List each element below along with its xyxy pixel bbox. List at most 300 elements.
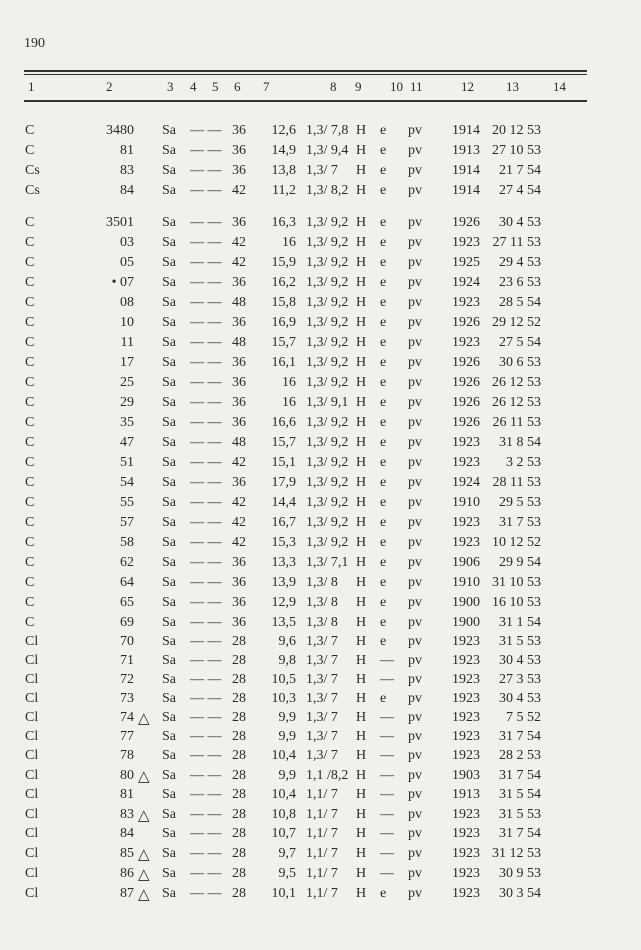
dash-cell: — — — [190, 595, 222, 610]
sa-cell: Sa — [162, 615, 176, 630]
col10-cell: e — [380, 395, 387, 410]
date-cell: 31 7 54 — [499, 729, 541, 744]
ratio-cell: 1,3/ 8 — [306, 575, 338, 590]
date-cell: 26 12 53 — [492, 375, 541, 390]
col7-cell: 13,5 — [271, 615, 296, 630]
dash-cell: — — — [190, 495, 222, 510]
type-cell: C — [25, 123, 35, 138]
type-cell: C — [25, 275, 35, 290]
col6-cell: 36 — [232, 575, 246, 590]
sa-cell: Sa — [162, 143, 176, 158]
number-cell: 17 — [120, 355, 134, 370]
pv-cell: pv — [408, 615, 422, 630]
date-cell: 27 10 53 — [492, 143, 541, 158]
date-cell: 27 11 53 — [492, 235, 541, 250]
type-cell: Cl — [25, 846, 39, 861]
col6-cell: 48 — [232, 435, 246, 450]
year-cell: 1910 — [452, 495, 480, 510]
col10-cell: e — [380, 335, 387, 350]
col10-cell: e — [380, 886, 387, 901]
table-row — [0, 729, 641, 748]
type-cell: Cl — [25, 748, 39, 763]
triangle-mark: △ — [138, 808, 150, 824]
ratio-cell: 1,1/ 7 — [306, 846, 338, 861]
col7-cell: 16,1 — [271, 355, 296, 370]
col6-cell: 42 — [232, 255, 246, 270]
table-row — [0, 886, 641, 905]
pv-cell: pv — [408, 886, 422, 901]
year-cell: 1914 — [452, 163, 480, 178]
h-cell: H — [356, 634, 367, 649]
ratio-cell: 1,3/ 9,2 — [306, 495, 349, 510]
sa-cell: Sa — [162, 807, 176, 822]
col7-cell: 16,9 — [271, 315, 296, 330]
col6-cell: 28 — [232, 634, 246, 649]
col10-cell: e — [380, 615, 387, 630]
col7-cell: 16,3 — [271, 215, 296, 230]
year-cell: 1900 — [452, 615, 480, 630]
col10-cell: e — [380, 455, 387, 470]
col6-cell: 28 — [232, 866, 246, 881]
col7-cell: 16 — [282, 375, 296, 390]
pv-cell: pv — [408, 335, 422, 350]
h-cell: H — [356, 615, 367, 630]
col6-cell: 28 — [232, 653, 246, 668]
col6-cell: 42 — [232, 535, 246, 550]
table-row — [0, 535, 641, 554]
col7-cell: 16,2 — [271, 275, 296, 290]
dash-cell: — — — [190, 395, 222, 410]
column-header-5: 5 — [212, 79, 219, 94]
h-cell: H — [356, 575, 367, 590]
type-cell: Cl — [25, 691, 39, 706]
ratio-cell: 1,3/ 8,2 — [306, 183, 349, 198]
sa-cell: Sa — [162, 375, 176, 390]
number-cell: 55 — [120, 495, 134, 510]
number-cell: 81 — [120, 143, 134, 158]
table-row — [0, 653, 641, 672]
sa-cell: Sa — [162, 235, 176, 250]
col10-cell: — — [380, 866, 394, 881]
header-rule-top-thin — [24, 74, 587, 75]
col6-cell: 42 — [232, 235, 246, 250]
pv-cell: pv — [408, 672, 422, 687]
date-cell: 31 7 54 — [499, 768, 541, 783]
year-cell: 1923 — [452, 235, 480, 250]
col6-cell: 28 — [232, 826, 246, 841]
type-cell: Cl — [25, 807, 39, 822]
table-row — [0, 787, 641, 806]
year-cell: 1923 — [452, 295, 480, 310]
type-cell: C — [25, 435, 35, 450]
col7-cell: 10,3 — [271, 691, 296, 706]
type-cell: Cs — [25, 183, 40, 198]
column-header-4: 4 — [190, 79, 197, 94]
h-cell: H — [356, 886, 367, 901]
col7-cell: 16 — [282, 235, 296, 250]
type-cell: Cl — [25, 710, 39, 725]
col7-cell: 9,6 — [278, 634, 296, 649]
sa-cell: Sa — [162, 710, 176, 725]
col10-cell: e — [380, 215, 387, 230]
ratio-cell: 1,3/ 7 — [306, 748, 338, 763]
col6-cell: 28 — [232, 729, 246, 744]
col6-cell: 28 — [232, 846, 246, 861]
table-row — [0, 691, 641, 710]
column-header-13: 13 — [506, 79, 519, 94]
sa-cell: Sa — [162, 846, 176, 861]
sa-cell: Sa — [162, 535, 176, 550]
number-cell: 03 — [120, 235, 134, 250]
col6-cell: 36 — [232, 275, 246, 290]
h-cell: H — [356, 123, 367, 138]
dash-cell: — — — [190, 435, 222, 450]
sa-cell: Sa — [162, 787, 176, 802]
ratio-cell: 1,3/ 7 — [306, 163, 338, 178]
col10-cell: — — [380, 653, 394, 668]
column-header-10: 10 — [390, 79, 403, 94]
col6-cell: 36 — [232, 395, 246, 410]
col10-cell: e — [380, 595, 387, 610]
dash-cell: — — — [190, 475, 222, 490]
pv-cell: pv — [408, 315, 422, 330]
h-cell: H — [356, 710, 367, 725]
column-header-2: 2 — [106, 79, 113, 94]
col7-cell: 16,6 — [271, 415, 296, 430]
ratio-cell: 1,3/ 7 — [306, 634, 338, 649]
column-header-9: 9 — [355, 79, 362, 94]
sa-cell: Sa — [162, 163, 176, 178]
date-cell: 30 4 53 — [499, 691, 541, 706]
dash-cell: — — — [190, 255, 222, 270]
col7-cell: 13,3 — [271, 555, 296, 570]
col7-cell: 17,9 — [271, 475, 296, 490]
pv-cell: pv — [408, 710, 422, 725]
dash-cell: — — — [190, 123, 222, 138]
triangle-mark: △ — [138, 887, 150, 903]
col10-cell: — — [380, 672, 394, 687]
table-row — [0, 807, 641, 826]
year-cell: 1923 — [452, 634, 480, 649]
h-cell: H — [356, 846, 367, 861]
column-header-8: 8 — [330, 79, 337, 94]
type-cell: Cl — [25, 866, 39, 881]
number-cell: 69 — [120, 615, 134, 630]
number-cell: 81 — [120, 787, 134, 802]
pv-cell: pv — [408, 455, 422, 470]
number-cell: 3501 — [106, 215, 134, 230]
h-cell: H — [356, 295, 367, 310]
ratio-cell: 1,3/ 7 — [306, 653, 338, 668]
pv-cell: pv — [408, 415, 422, 430]
table-row — [0, 123, 641, 142]
number-cell: 71 — [120, 653, 134, 668]
year-cell: 1926 — [452, 375, 480, 390]
table-row — [0, 355, 641, 374]
sa-cell: Sa — [162, 455, 176, 470]
h-cell: H — [356, 595, 367, 610]
date-cell: 31 1 54 — [499, 615, 541, 630]
date-cell: 27 3 53 — [499, 672, 541, 687]
col10-cell: — — [380, 826, 394, 841]
col10-cell: e — [380, 435, 387, 450]
pv-cell: pv — [408, 235, 422, 250]
type-cell: Cl — [25, 768, 39, 783]
table-row — [0, 183, 641, 202]
h-cell: H — [356, 515, 367, 530]
number-cell: 84 — [120, 826, 134, 841]
ratio-cell: 1,1 /8,2 — [306, 768, 349, 783]
col7-cell: 15,7 — [271, 435, 296, 450]
table-row — [0, 255, 641, 274]
table-row — [0, 143, 641, 162]
pv-cell: pv — [408, 375, 422, 390]
h-cell: H — [356, 672, 367, 687]
type-cell: C — [25, 415, 35, 430]
table-row — [0, 846, 641, 865]
h-cell: H — [356, 215, 367, 230]
table-row — [0, 710, 641, 729]
col10-cell: — — [380, 768, 394, 783]
h-cell: H — [356, 866, 367, 881]
number-cell: 10 — [120, 315, 134, 330]
col7-cell: 14,9 — [271, 143, 296, 158]
table-row — [0, 455, 641, 474]
year-cell: 1926 — [452, 355, 480, 370]
number-cell: 85 — [120, 846, 134, 861]
col7-cell: 16,7 — [271, 515, 296, 530]
col7-cell: 14,4 — [271, 495, 296, 510]
col10-cell: e — [380, 575, 387, 590]
year-cell: 1906 — [452, 555, 480, 570]
col10-cell: e — [380, 535, 387, 550]
col6-cell: 36 — [232, 615, 246, 630]
type-cell: Cl — [25, 886, 39, 901]
sa-cell: Sa — [162, 886, 176, 901]
number-cell: 80 — [120, 768, 134, 783]
col10-cell: e — [380, 515, 387, 530]
ratio-cell: 1,1/ 7 — [306, 866, 338, 881]
year-cell: 1923 — [452, 691, 480, 706]
sa-cell: Sa — [162, 691, 176, 706]
date-cell: 31 5 54 — [499, 787, 541, 802]
type-cell: C — [25, 295, 35, 310]
col6-cell: 28 — [232, 748, 246, 763]
ratio-cell: 1,3/ 8 — [306, 615, 338, 630]
number-cell: 86 — [120, 866, 134, 881]
col6-cell: 36 — [232, 595, 246, 610]
col6-cell: 36 — [232, 163, 246, 178]
pv-cell: pv — [408, 535, 422, 550]
dash-cell: — — — [190, 886, 222, 901]
col7-cell: 9,9 — [278, 729, 296, 744]
pv-cell: pv — [408, 729, 422, 744]
dash-cell: — — — [190, 826, 222, 841]
col10-cell: e — [380, 295, 387, 310]
type-cell: C — [25, 575, 35, 590]
date-cell: 31 12 53 — [492, 846, 541, 861]
pv-cell: pv — [408, 495, 422, 510]
dash-cell: — — — [190, 653, 222, 668]
date-cell: 21 7 54 — [499, 163, 541, 178]
number-cell: 11 — [120, 335, 134, 350]
table-row — [0, 866, 641, 885]
col10-cell: e — [380, 415, 387, 430]
type-cell: C — [25, 355, 35, 370]
year-cell: 1925 — [452, 255, 480, 270]
number-cell: • 07 — [111, 275, 134, 290]
date-cell: 30 3 54 — [499, 886, 541, 901]
dash-cell: — — — [190, 315, 222, 330]
h-cell: H — [356, 183, 367, 198]
number-cell: 58 — [120, 535, 134, 550]
date-cell: 31 5 53 — [499, 634, 541, 649]
type-cell: C — [25, 235, 35, 250]
col10-cell: e — [380, 315, 387, 330]
date-cell: 30 6 53 — [499, 355, 541, 370]
pv-cell: pv — [408, 215, 422, 230]
col7-cell: 10,8 — [271, 807, 296, 822]
col10-cell: e — [380, 691, 387, 706]
dash-cell: — — — [190, 768, 222, 783]
column-header-6: 6 — [234, 79, 241, 94]
dash-cell: — — — [190, 355, 222, 370]
header-rule-top — [24, 70, 587, 72]
table-row — [0, 575, 641, 594]
h-cell: H — [356, 475, 367, 490]
h-cell: H — [356, 748, 367, 763]
table-row — [0, 748, 641, 767]
col10-cell: — — [380, 729, 394, 744]
dash-cell: — — — [190, 729, 222, 744]
number-cell: 54 — [120, 475, 134, 490]
h-cell: H — [356, 768, 367, 783]
col7-cell: 9,5 — [278, 866, 296, 881]
sa-cell: Sa — [162, 295, 176, 310]
col10-cell: e — [380, 555, 387, 570]
pv-cell: pv — [408, 748, 422, 763]
number-cell: 25 — [120, 375, 134, 390]
pv-cell: pv — [408, 355, 422, 370]
col7-cell: 11,2 — [272, 183, 296, 198]
year-cell: 1923 — [452, 672, 480, 687]
year-cell: 1923 — [452, 826, 480, 841]
triangle-mark: △ — [138, 711, 150, 727]
h-cell: H — [356, 255, 367, 270]
date-cell: 27 4 54 — [499, 183, 541, 198]
date-cell: 31 5 53 — [499, 807, 541, 822]
sa-cell: Sa — [162, 595, 176, 610]
dash-cell: — — — [190, 515, 222, 530]
date-cell: 20 12 53 — [492, 123, 541, 138]
table-row — [0, 395, 641, 414]
date-cell: 28 2 53 — [499, 748, 541, 763]
type-cell: Cl — [25, 826, 39, 841]
table-row — [0, 435, 641, 454]
h-cell: H — [356, 375, 367, 390]
type-cell: C — [25, 255, 35, 270]
sa-cell: Sa — [162, 275, 176, 290]
sa-cell: Sa — [162, 729, 176, 744]
pv-cell: pv — [408, 395, 422, 410]
dash-cell: — — — [190, 575, 222, 590]
col7-cell: 13,9 — [271, 575, 296, 590]
page-number: 190 — [24, 36, 45, 51]
column-header-1: 1 — [28, 79, 35, 94]
sa-cell: Sa — [162, 123, 176, 138]
number-cell: 47 — [120, 435, 134, 450]
date-cell: 26 11 53 — [492, 415, 541, 430]
table-row — [0, 595, 641, 614]
type-cell: Cl — [25, 653, 39, 668]
type-cell: C — [25, 515, 35, 530]
type-cell: Cl — [25, 634, 39, 649]
col7-cell: 13,8 — [271, 163, 296, 178]
h-cell: H — [356, 787, 367, 802]
sa-cell: Sa — [162, 768, 176, 783]
col7-cell: 15,1 — [271, 455, 296, 470]
number-cell: 83 — [120, 163, 134, 178]
year-cell: 1923 — [452, 535, 480, 550]
col10-cell: e — [380, 143, 387, 158]
sa-cell: Sa — [162, 435, 176, 450]
h-cell: H — [356, 495, 367, 510]
type-cell: C — [25, 395, 35, 410]
col6-cell: 28 — [232, 807, 246, 822]
pv-cell: pv — [408, 653, 422, 668]
ratio-cell: 1,3/ 9,2 — [306, 235, 349, 250]
date-cell: 30 4 53 — [499, 215, 541, 230]
ratio-cell: 1,3/ 9,4 — [306, 143, 349, 158]
col6-cell: 28 — [232, 710, 246, 725]
h-cell: H — [356, 315, 367, 330]
dash-cell: — — — [190, 235, 222, 250]
type-cell: C — [25, 495, 35, 510]
pv-cell: pv — [408, 183, 422, 198]
year-cell: 1923 — [452, 515, 480, 530]
table-row — [0, 768, 641, 787]
ratio-cell: 1,1/ 7 — [306, 807, 338, 822]
ratio-cell: 1,3/ 9,2 — [306, 475, 349, 490]
sa-cell: Sa — [162, 255, 176, 270]
h-cell: H — [356, 807, 367, 822]
col10-cell: — — [380, 787, 394, 802]
sa-cell: Sa — [162, 415, 176, 430]
type-cell: C — [25, 455, 35, 470]
dash-cell: — — — [190, 634, 222, 649]
table-row — [0, 315, 641, 334]
h-cell: H — [356, 395, 367, 410]
col6-cell: 36 — [232, 143, 246, 158]
year-cell: 1923 — [452, 653, 480, 668]
type-cell: C — [25, 335, 35, 350]
col7-cell: 9,9 — [278, 768, 296, 783]
pv-cell: pv — [408, 475, 422, 490]
number-cell: 3480 — [106, 123, 134, 138]
sa-cell: Sa — [162, 634, 176, 649]
year-cell: 1923 — [452, 435, 480, 450]
pv-cell: pv — [408, 634, 422, 649]
col6-cell: 28 — [232, 672, 246, 687]
col6-cell: 42 — [232, 495, 246, 510]
type-cell: C — [25, 143, 35, 158]
pv-cell: pv — [408, 595, 422, 610]
type-cell: Cl — [25, 787, 39, 802]
col6-cell: 42 — [232, 455, 246, 470]
date-cell: 10 12 52 — [492, 535, 541, 550]
col10-cell: e — [380, 475, 387, 490]
dash-cell: — — — [190, 415, 222, 430]
